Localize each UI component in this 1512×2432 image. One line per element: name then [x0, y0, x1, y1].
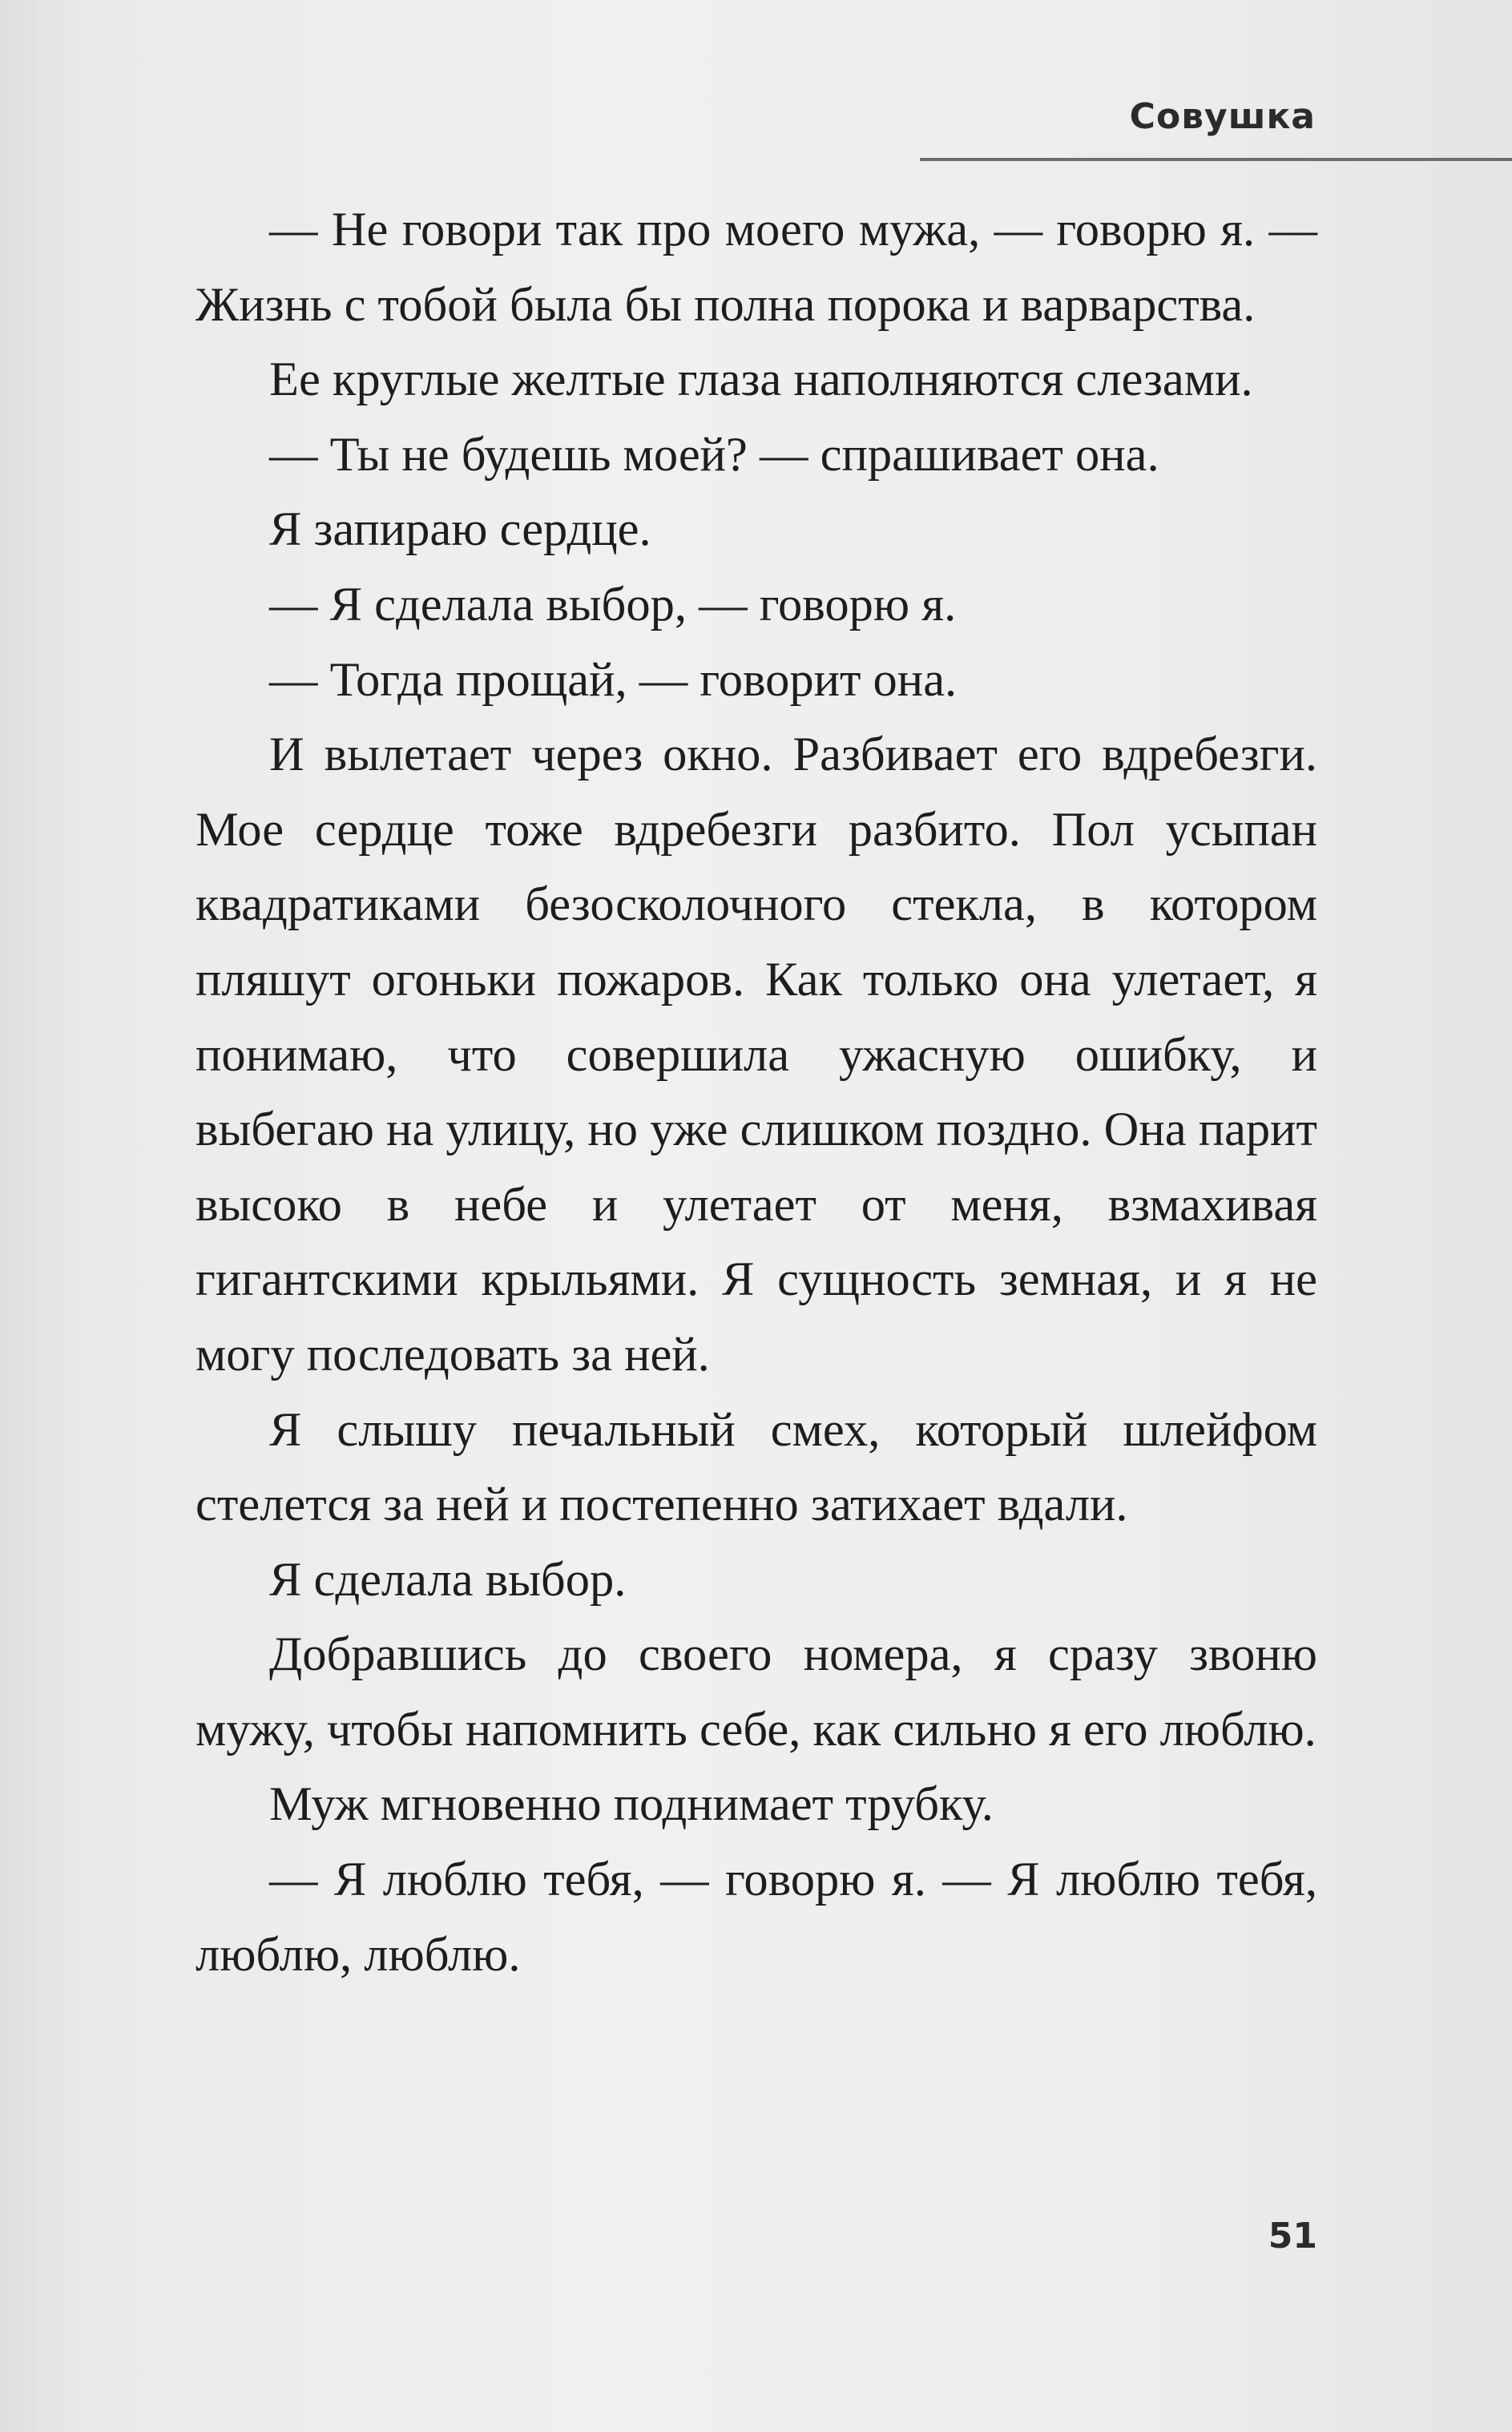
paragraph-1: — Не говори так про моего мужа, — говорю я. — Жизнь с тобой была бы полна порока и варварства. — [196, 203, 1317, 332]
paragraph-9: Я сделала выбор. — [269, 1552, 627, 1607]
page-number: 51 — [1268, 2216, 1317, 2257]
paragraph-4: Я запираю сердце. — [269, 502, 651, 557]
paragraph-8: Я слышу печальный смех, который шлейфом стелется за ней и постепенно затихает вдали. — [196, 1402, 1317, 1532]
paragraph-7: И вылетает через окно. Разбивает его вдребезги. Мое сердце тоже вдребезги разбито. Пол усыпан квадратиками безосколочного стекла, в котором пляшут огоньки пожаров. Как только она улетает, я понимаю, что совершила ужасную ошибку, и выбегаю на улицу, но уже слишком поздно. Она парит высоко в небе и улетает от меня, взмахивая гигантскими крыльями. Я сущность земная, и я не могу последовать за ней. — [196, 728, 1317, 1381]
paragraph-5: — Я сделала выбор, — говорю я. — [269, 577, 957, 631]
running-title: Совушка — [1129, 96, 1316, 137]
paragraph-10: Добравшись до своего номера, я сразу звоню мужу, чтобы напомнить себе, как сильно я его люблю. — [196, 1627, 1317, 1756]
paragraph-12: — Я люблю тебя, — говорю я. — Я люблю тебя, люблю, люблю. — [196, 1853, 1317, 1982]
paragraph-6: — Тогда прощай, — говорит она. — [269, 652, 958, 707]
paragraph-2: Ее круглые желтые глаза наполняются слезами. — [269, 353, 1253, 407]
paragraph-3: — Ты не будешь моей? — спрашивает она. — [269, 427, 1159, 482]
header-rule — [920, 158, 1512, 161]
page-body — [196, 192, 1317, 1992]
paragraph-11: Муж мгновенно поднимает трубку. — [269, 1777, 994, 1832]
